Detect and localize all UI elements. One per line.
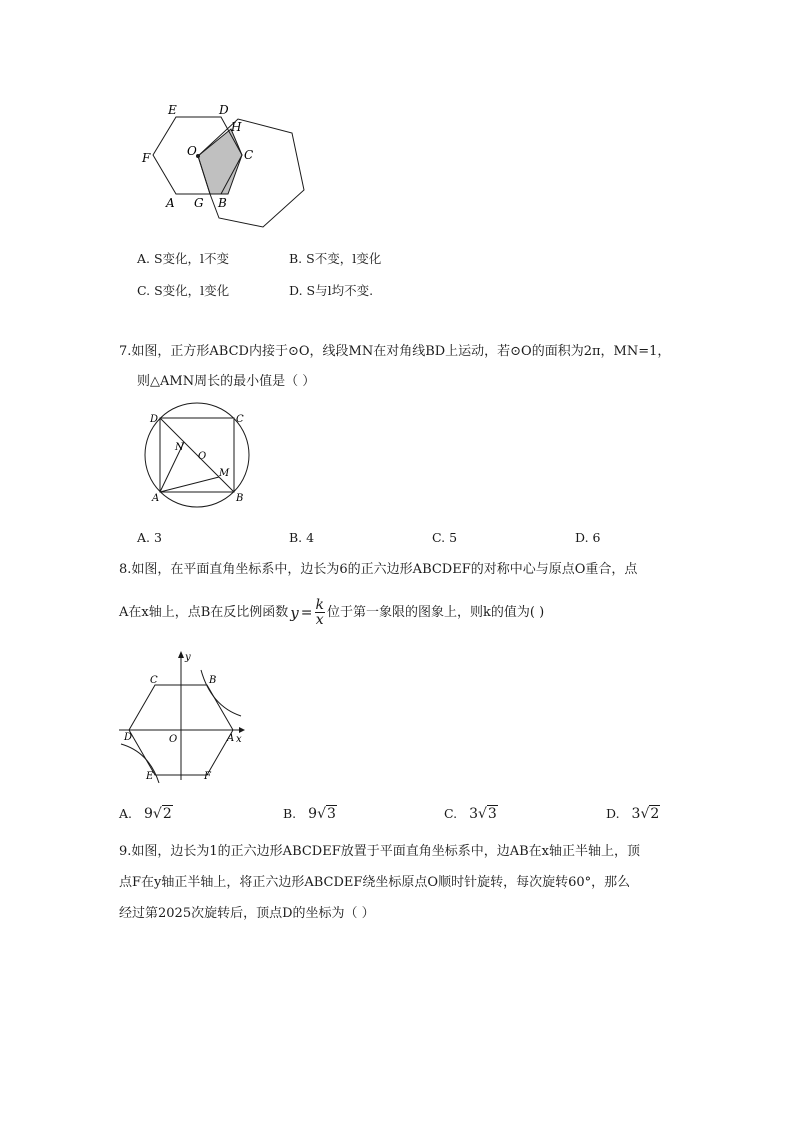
figure-hexagon-overlap	[135, 100, 320, 235]
shaded-region	[198, 129, 242, 194]
label-c: C	[244, 148, 254, 162]
q8-line2-text-a: A在x轴上，点B在反比例函数	[119, 604, 289, 620]
q8-stem-line2	[119, 598, 544, 627]
q7-option-b: B. 4	[289, 530, 315, 545]
q8-stem-line1: 8.如图，在平面直角坐标系中，边长为6的正六边形ABCDEF的对称中心与原点O重合，点	[119, 562, 638, 577]
label-m: M	[219, 468, 230, 479]
q8-option-d	[606, 806, 660, 822]
q6-option-b: B. S不变，l变化	[289, 251, 382, 266]
label-f: F	[142, 151, 151, 165]
q7-stem-line1: 7.如图，正方形ABCD内接于⊙O，线段MN在对角线BD上运动，若⊙O的面积为2π，MN=1，	[119, 344, 671, 359]
label-b: B	[209, 675, 217, 686]
label-d: D	[219, 103, 229, 117]
q8-line2-text-b: 位于第一象限的图象上，则k的值为( )	[326, 604, 545, 620]
segment-am	[160, 477, 219, 492]
q8-option-b-value: 9√3	[308, 806, 336, 822]
q6-option-c: C. S变化，l变化	[137, 283, 230, 298]
q7-option-d: D. 6	[575, 530, 601, 545]
formula-y: y	[290, 603, 299, 622]
label-e: E	[168, 103, 177, 117]
q7-option-a: A. 3	[137, 530, 162, 545]
q8-option-a	[119, 806, 173, 822]
q8-option-c	[444, 806, 498, 822]
diagonal-bd	[160, 418, 234, 492]
label-c: C	[236, 414, 244, 425]
label-n: N	[175, 442, 184, 453]
label-b: B	[236, 493, 244, 504]
q8-option-d-value: 3√2	[631, 806, 660, 822]
label-o: O	[198, 451, 207, 462]
figure-square-in-circle	[140, 400, 255, 510]
label-d: D	[124, 732, 133, 743]
q8-option-a-value: 9√2	[144, 806, 172, 822]
q6-option-a: A. S变化，l不变	[137, 251, 230, 266]
q8-option-c-prefix: C.	[444, 806, 458, 821]
label-o: O	[187, 144, 197, 158]
label-g: G	[194, 196, 204, 210]
figure-hexagon-coordinate	[115, 648, 250, 783]
q8-option-d-prefix: D.	[606, 806, 620, 821]
q8-option-b-prefix: B.	[283, 806, 297, 821]
q9-stem-line1: 9.如图，边长为1的正六边形ABCDEF放置于平面直角坐标系中，边AB在x轴正半轴上，顶	[119, 844, 641, 859]
label-a: A	[152, 493, 160, 504]
formula-fraction	[315, 598, 325, 627]
formula-denominator: x	[315, 612, 324, 628]
formula-equals: =	[300, 604, 313, 621]
q8-option-a-prefix: A.	[119, 806, 133, 821]
q9-stem-line3: 经过第2025次旋转后，顶点D的坐标为（ ）	[119, 906, 375, 921]
label-o: O	[169, 734, 178, 745]
label-y: y	[185, 652, 191, 663]
formula-numerator: k	[315, 597, 324, 613]
q8-option-b	[283, 806, 337, 822]
q7-option-c: C. 5	[432, 530, 458, 545]
label-d: D	[150, 414, 159, 425]
q9-stem-line2: 点F在y轴正半轴上，将正六边形ABCDEF绕坐标原点O顺时针旋转，每次旋转60°，那么	[119, 875, 631, 890]
label-b: B	[218, 196, 227, 210]
x-axis-arrow	[239, 727, 245, 733]
q7-stem-line2: 则△AMN周长的最小值是（ ）	[137, 374, 316, 389]
label-x: x	[236, 734, 242, 745]
label-e: E	[146, 771, 154, 782]
label-a: A	[227, 733, 235, 744]
label-c: C	[150, 675, 158, 686]
q8-option-c-value: 3√3	[469, 806, 497, 822]
label-f: F	[204, 771, 211, 782]
label-a: A	[166, 196, 175, 210]
label-h: H	[231, 120, 242, 134]
y-axis-arrow	[178, 651, 184, 658]
q6-option-d: D. S与l均不变.	[289, 283, 374, 298]
